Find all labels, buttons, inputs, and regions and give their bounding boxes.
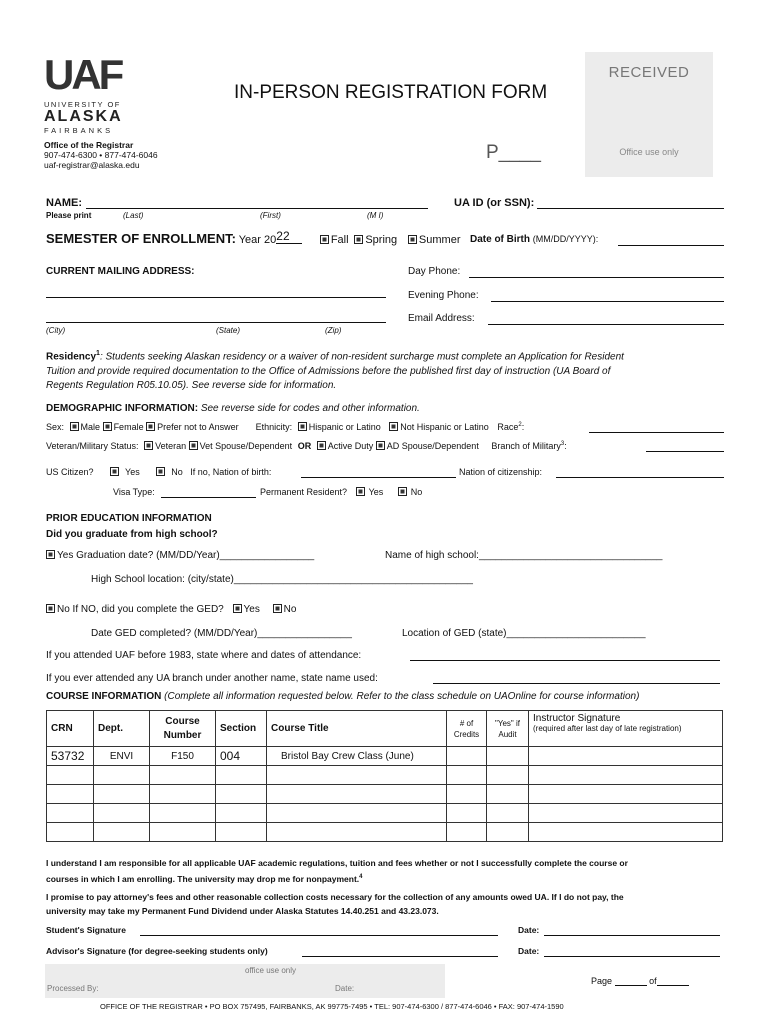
other-name-label: If you ever attended any UA branch under another name, state name used: <box>46 673 378 684</box>
permanent-no-label: No <box>410 487 423 497</box>
residency-text-2: Tuition and provide required documentation to the Office of Admissions before the published first day of instruction (UA Board of <box>46 365 611 377</box>
high-school-name-field[interactable]: Name of high school:_________________________________ <box>385 550 663 561</box>
year-input[interactable]: 22 <box>276 229 302 244</box>
audit-cell[interactable] <box>487 823 529 842</box>
ged-no-checkbox[interactable] <box>273 604 282 613</box>
last-label: (Last) <box>123 211 144 220</box>
summer-checkbox[interactable] <box>408 235 417 244</box>
citizen-yes-label: Yes <box>125 467 140 477</box>
dob-label: Date of Birth <box>470 234 530 245</box>
student-date-input[interactable] <box>544 935 720 936</box>
demographic-label: DEMOGRAPHIC INFORMATION: <box>46 403 199 414</box>
col-course-title: Course Title <box>267 711 447 747</box>
graduate-question: Did you graduate from high school? <box>46 529 218 540</box>
ad-spouse-checkbox[interactable] <box>376 441 385 450</box>
active-duty-checkbox[interactable] <box>317 441 326 450</box>
state-label: (State) <box>216 326 241 335</box>
page-row <box>591 976 689 986</box>
credits-cell[interactable] <box>447 804 487 823</box>
instructor-signature-note: (required after last day of late registration) <box>533 724 682 733</box>
address-line-2[interactable] <box>46 322 386 323</box>
graduate-yes-checkbox[interactable] <box>46 550 55 559</box>
fall-checkbox[interactable] <box>320 235 329 244</box>
visa-input[interactable] <box>161 497 256 498</box>
permanent-no-checkbox[interactable] <box>398 487 407 496</box>
branch-label: Branch of Military <box>491 441 561 451</box>
please-print-label: Please print <box>46 211 92 220</box>
advisor-date-input[interactable] <box>544 956 720 957</box>
permanent-yes-label: Yes <box>368 487 384 497</box>
course-number-cell[interactable]: F150 <box>150 747 216 766</box>
form-title: IN-PERSON REGISTRATION FORM <box>234 82 548 103</box>
office-of-registrar: Office of the Registrar <box>44 140 134 150</box>
residency-footnote: 1 <box>96 350 100 357</box>
page-label: Page <box>591 976 613 986</box>
veteran-checkbox[interactable] <box>144 441 153 450</box>
evening-phone-label: Evening Phone: <box>408 290 479 301</box>
residency-text-3: Regents Regulation R05.10.05). See reverse side for information. <box>46 380 337 392</box>
col-audit: "Yes" if Audit <box>487 711 529 747</box>
address-line-1[interactable] <box>46 297 386 298</box>
evening-phone-input[interactable] <box>491 301 724 302</box>
graduate-yes-row <box>46 550 314 561</box>
col-section: Section <box>216 711 267 747</box>
first-label: (First) <box>260 211 281 220</box>
instructor-signature-label: Instructor Signature <box>533 713 621 724</box>
agreement-text-1: I understand I am responsible for all applicable UAF academic regulations, tuition and fees whether or not I successfully complete the course or <box>46 858 628 868</box>
agreement-paragraph-2 <box>46 890 624 918</box>
ged-question: No If NO, did you complete the GED? <box>57 604 224 615</box>
office-use-label: office use only <box>245 966 296 975</box>
dept-cell[interactable] <box>94 785 150 804</box>
branch-footnote: 3 <box>560 441 565 447</box>
course-title-cell[interactable] <box>267 804 447 823</box>
graduate-no-checkbox[interactable] <box>46 604 55 613</box>
before-1983-input[interactable] <box>410 660 720 661</box>
or-label: OR <box>297 441 312 451</box>
demographic-note: See reverse side for codes and other information. <box>200 403 420 414</box>
table-row <box>47 823 723 842</box>
dept-cell[interactable] <box>94 766 150 785</box>
registrar-phones: 907-474-6300 • 877-474-6046 <box>44 150 158 160</box>
high-school-location-field[interactable]: High School location: (city/state)___________________________________________ <box>91 574 473 585</box>
ged-yes-checkbox[interactable] <box>233 604 242 613</box>
fall-label: Fall <box>330 234 349 246</box>
mailing-address-label: CURRENT MAILING ADDRESS: <box>46 266 195 277</box>
section-cell[interactable] <box>216 785 267 804</box>
nation-citizenship-label: Nation of citizenship: <box>459 467 543 477</box>
dept-cell[interactable]: ENVI <box>94 747 150 766</box>
col-crn: CRN <box>47 711 94 747</box>
crn-cell[interactable] <box>47 823 94 842</box>
audit-cell[interactable] <box>487 747 529 766</box>
instructor-cell[interactable] <box>529 804 723 823</box>
ethnicity-label: Ethnicity: <box>255 422 293 432</box>
agreement-text-1b: courses in which I am enrolling. The university may drop me for nonpayment. <box>46 873 360 884</box>
section-cell[interactable] <box>216 766 267 785</box>
citizen-no-checkbox[interactable] <box>156 467 165 476</box>
course-number-cell[interactable] <box>150 766 216 785</box>
uaid-label: UA ID (or SSN): <box>454 197 535 209</box>
prefer-not-label: Prefer not to Answer <box>157 422 239 432</box>
p-number-field[interactable]: P____ <box>486 142 541 163</box>
year-label: Year 20 <box>238 234 277 246</box>
instructor-cell[interactable] <box>529 766 723 785</box>
agreement-footnote: 4 <box>359 874 363 880</box>
summer-label: Summer <box>418 234 461 246</box>
male-checkbox[interactable] <box>70 422 79 431</box>
ad-spouse-label: AD Spouse/Dependent <box>386 441 479 451</box>
credits-cell[interactable] <box>447 785 487 804</box>
audit-cell[interactable] <box>487 804 529 823</box>
section-cell[interactable]: 004 <box>216 747 267 766</box>
before-1983-label: If you attended UAF before 1983, state where and dates of attendance: <box>46 650 362 661</box>
residency-text-1: : Students seeking Alaskan residency or a waiver of non-resident surcharge must complete an Application for Resident <box>99 351 624 363</box>
race-footnote: 2 <box>518 422 522 428</box>
day-phone-input[interactable] <box>469 277 724 278</box>
graduation-date-field[interactable]: Yes Graduation date? (MM/DD/Year)_________________ <box>57 550 315 561</box>
logo-alaska: ALASKA <box>44 108 123 125</box>
semester-row <box>46 231 460 247</box>
student-signature-input[interactable] <box>140 935 498 936</box>
veteran-row: Veteran/Military Status: Veteran Vet Spouse/Dependent OR Active Duty AD Spouse/Dependent Branch of Military$^3$: <box>46 441 567 451</box>
vet-spouse-checkbox[interactable] <box>189 441 198 450</box>
logo-university-of: UNIVERSITY OF <box>44 100 121 109</box>
col-instructor <box>529 711 723 747</box>
audit-cell[interactable] <box>487 785 529 804</box>
logo-fairbanks: FAIRBANKS <box>44 126 114 135</box>
course-title-cell[interactable] <box>267 823 447 842</box>
male-label: Male <box>80 422 101 432</box>
us-citizen-label: US Citizen? <box>46 467 94 477</box>
spring-checkbox[interactable] <box>354 235 363 244</box>
office-date-label: Date: <box>335 984 355 993</box>
sex-label: Sex: <box>46 422 65 432</box>
advisor-signature-input[interactable] <box>302 956 498 957</box>
not-hispanic-checkbox[interactable] <box>389 422 398 431</box>
ged-no-label: No <box>283 604 297 615</box>
name-label: NAME: <box>46 197 83 209</box>
course-title-cell[interactable] <box>267 785 447 804</box>
nation-citizenship-input[interactable] <box>556 477 724 478</box>
advisor-signature-label: Advisor's Signature (for degree-seeking students only) <box>46 946 268 956</box>
prefer-not-checkbox[interactable] <box>146 422 155 431</box>
dob-row <box>470 234 598 245</box>
instructor-cell[interactable] <box>529 785 723 804</box>
female-label: Female <box>113 422 144 432</box>
hispanic-label: Hispanic or Latino <box>308 422 381 432</box>
uaf-logo <box>44 51 136 136</box>
demographic-header <box>46 403 420 414</box>
uaid-input[interactable] <box>537 208 724 209</box>
email-address-label: Email Address: <box>408 313 475 324</box>
col-course-number: Course Number <box>150 711 216 747</box>
mi-label: (M I) <box>367 211 384 220</box>
female-checkbox[interactable] <box>103 422 112 431</box>
received-stamp-box <box>585 52 713 177</box>
city-label: (City) <box>46 326 66 335</box>
branch-input[interactable] <box>646 451 724 452</box>
agreement-text-2: I promise to pay attorney's fees and other reasonable collection costs necessary for the collection of any amounts owed UA. If I do not pay, the <box>46 892 624 902</box>
day-phone-label: Day Phone: <box>408 266 461 277</box>
vet-spouse-label: Vet Spouse/Dependent <box>199 441 293 451</box>
office-use-only-label: Office use only <box>619 147 679 157</box>
logo-mark: UAF <box>44 51 122 98</box>
residency-label: Residency <box>46 351 97 363</box>
email-address-input[interactable] <box>488 324 724 325</box>
office-use-box <box>45 964 445 998</box>
ged-yes-label: Yes <box>243 604 260 615</box>
course-number-cell[interactable] <box>150 785 216 804</box>
name-input[interactable] <box>86 208 428 209</box>
dob-format: (MM/DD/YYYY): <box>532 234 599 244</box>
page-number-input[interactable] <box>615 976 647 986</box>
instructor-cell[interactable] <box>529 823 723 842</box>
credits-cell[interactable] <box>447 747 487 766</box>
section-cell[interactable] <box>216 804 267 823</box>
race-label: Race <box>497 422 519 432</box>
other-name-input[interactable] <box>433 683 720 684</box>
page-total-input[interactable] <box>657 976 689 986</box>
instructor-cell[interactable] <box>529 747 723 766</box>
veteran-status-label: Veteran/Military Status: <box>46 441 139 451</box>
course-info-label: COURSE INFORMATION <box>46 691 162 702</box>
ged-row <box>46 604 296 615</box>
credits-cell[interactable] <box>447 823 487 842</box>
veteran-label: Veteran <box>155 441 187 451</box>
col-dept: Dept. <box>94 711 150 747</box>
nation-birth-input[interactable] <box>301 477 456 478</box>
table-row <box>47 804 723 823</box>
processed-by-label: Processed By: <box>47 984 99 993</box>
crn-cell[interactable]: 53732 <box>47 747 94 766</box>
residency-paragraph <box>46 347 624 394</box>
table-row <box>47 766 723 785</box>
course-table <box>46 710 723 842</box>
of-label: of <box>649 976 657 986</box>
table-row <box>47 747 723 766</box>
hispanic-checkbox[interactable] <box>298 422 307 431</box>
agreement-text-2b: university may take my Permanent Fund Dividend under Alaska Statutes 14.40.251 and 43.23.073. <box>46 906 439 916</box>
registrar-email: uaf-registrar@alaska.edu <box>44 160 140 170</box>
course-title-cell[interactable] <box>267 766 447 785</box>
col-credits: # of Credits <box>447 711 487 747</box>
section-cell[interactable] <box>216 823 267 842</box>
course-number-cell[interactable] <box>150 804 216 823</box>
course-title-cell[interactable]: Bristol Bay Crew Class (June) <box>267 747 447 766</box>
active-duty-label: Active Duty <box>327 441 374 451</box>
advisor-date-label: Date: <box>518 946 540 956</box>
not-hispanic-label: Not Hispanic or Latino <box>400 422 489 432</box>
zip-label: (Zip) <box>325 326 342 335</box>
crn-cell[interactable] <box>47 766 94 785</box>
permanent-resident-label: Permanent Resident? <box>260 487 348 497</box>
course-info-note: (Complete all information requested below. Refer to the class schedule on UAOnline for course information) <box>164 691 640 702</box>
crn-cell[interactable] <box>47 804 94 823</box>
course-table-header <box>47 711 723 747</box>
race-input[interactable] <box>589 432 724 433</box>
sex-row: Sex: Male Female Prefer not to Answer Ethnicity: Hispanic or Latino Not Hispanic or Latino Race$^2$: <box>46 422 525 432</box>
dob-input[interactable] <box>618 245 724 246</box>
permanent-row <box>260 487 422 497</box>
received-label: RECEIVED <box>608 64 690 81</box>
course-info-header <box>46 691 639 702</box>
agreement-paragraph-1 <box>46 856 628 886</box>
audit-cell[interactable] <box>487 766 529 785</box>
citizen-yes-checkbox[interactable] <box>110 467 119 476</box>
credits-cell[interactable] <box>447 766 487 785</box>
permanent-yes-checkbox[interactable] <box>356 487 365 496</box>
citizen-no-label: No <box>171 467 183 477</box>
course-number-cell[interactable] <box>150 823 216 842</box>
ged-location-field[interactable]: Location of GED (state)_________________________ <box>402 628 646 639</box>
dept-cell[interactable] <box>94 823 150 842</box>
prior-education-label: PRIOR EDUCATION INFORMATION <box>46 513 212 524</box>
crn-cell[interactable] <box>47 785 94 804</box>
semester-label: SEMESTER OF ENROLLMENT: <box>46 231 236 246</box>
student-signature-label: Student's Signature <box>46 925 126 935</box>
nation-birth-label: If no, Nation of birth: <box>190 467 272 477</box>
footer-address: OFFICE OF THE REGISTRAR • PO BOX 757495, FAIRBANKS, AK 99775-7495 • TEL: 907-474-6300 / 877-474-6046 • FAX: 907-474-1590 <box>100 1002 564 1011</box>
table-row <box>47 785 723 804</box>
spring-label: Spring <box>365 234 398 246</box>
student-date-label: Date: <box>518 925 540 935</box>
citizen-row <box>46 467 271 477</box>
visa-label: Visa Type: <box>113 487 155 497</box>
ged-date-field[interactable]: Date GED completed? (MM/DD/Year)_________________ <box>91 628 352 639</box>
dept-cell[interactable] <box>94 804 150 823</box>
